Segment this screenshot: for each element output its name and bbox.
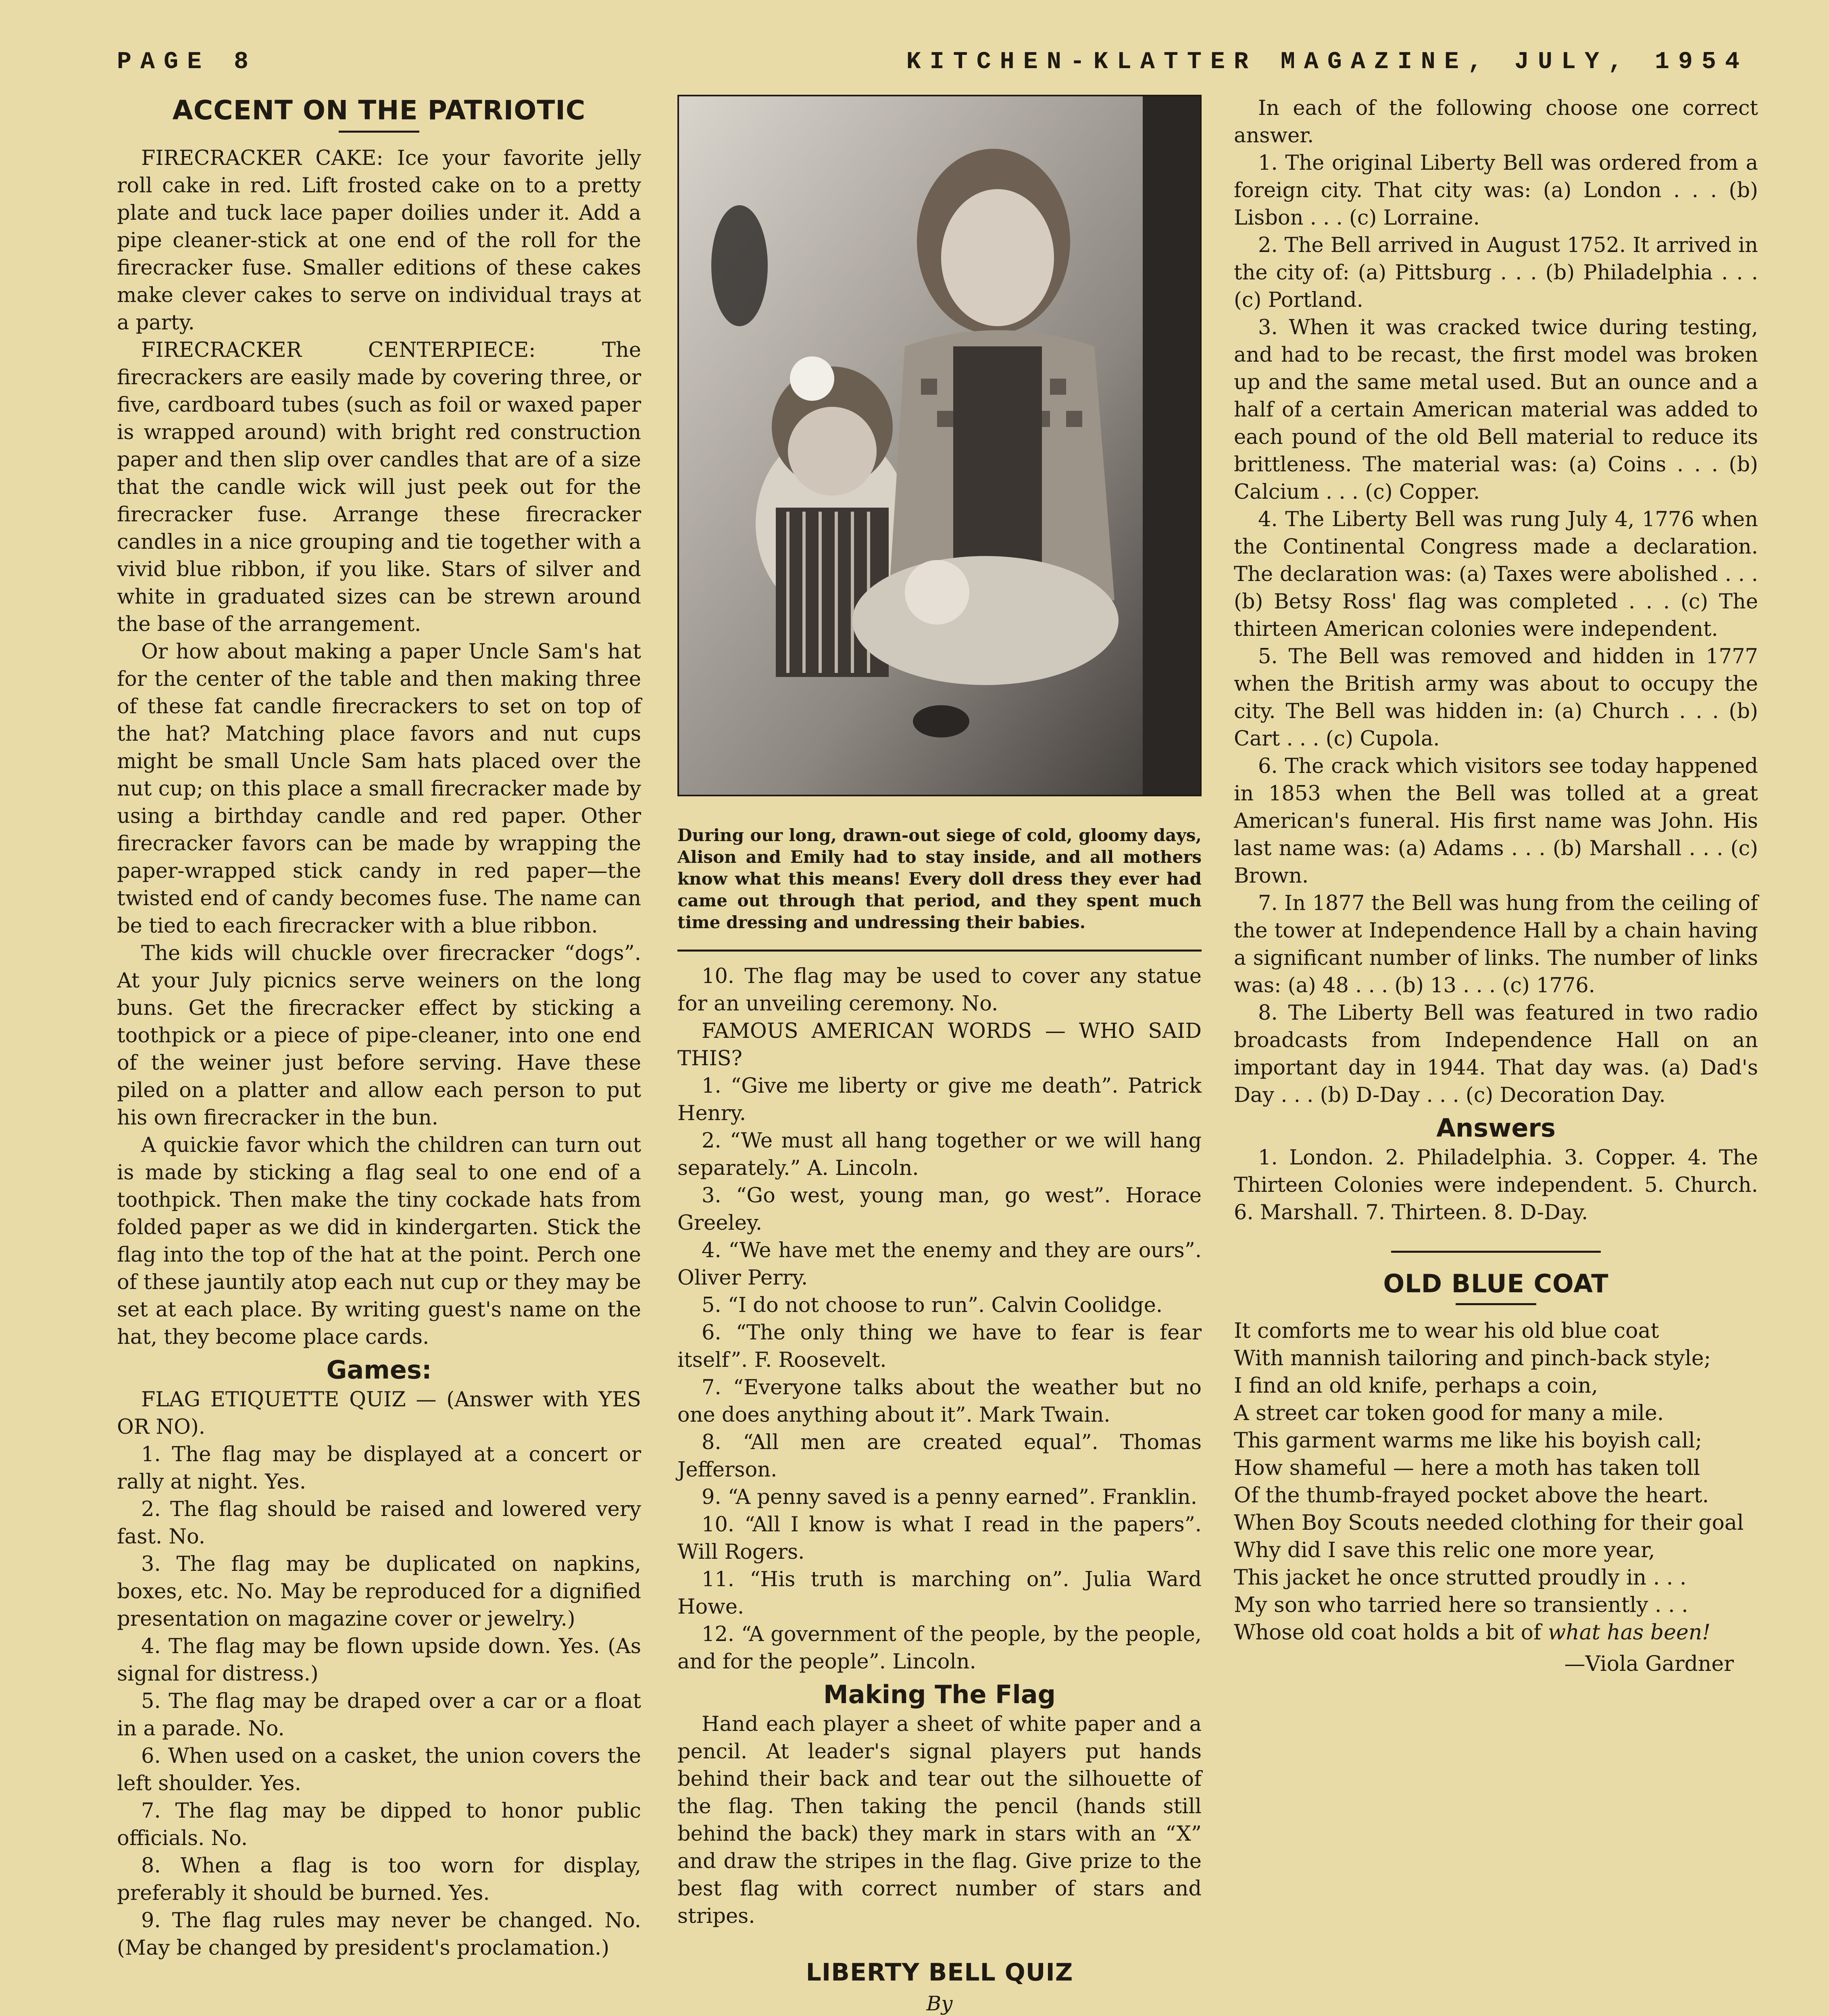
column-1 (117, 95, 641, 1962)
list-item: 4. “We have met the enemy and they are ours”. Oliver Perry. (677, 1239, 1202, 1290)
poem-line: Why did I save this relic one more year, (1234, 1538, 1655, 1562)
list-item: 5. “I do not choose to run”. Calvin Coolidge. (702, 1293, 1163, 1317)
poem-last-line-start: Whose old coat holds a bit of (1234, 1620, 1548, 1645)
list-item: 1. The flag may be displayed at a concert or rally at night. Yes. (117, 1443, 641, 1494)
list-item: 7. “Everyone talks about the weather but no one does anything about it”. Mark Twain. (677, 1376, 1202, 1427)
quiz-question: 2. The Bell arrived in August 1752. It arrived in the city of: (a) Pittsburg . . . (b) Philadelphia . . . (c) Portland. (1234, 233, 1758, 312)
answers-text: 1. London. 2. Philadelphia. 3. Copper. 4. The Thirteen Colonies were independent. 5. Church. 6. Marshall. 7. Thirteen. 8. D-Day. (1234, 1146, 1758, 1225)
list-item: 10. “All I know is what I read in the papers”. Will Rogers. (677, 1513, 1202, 1564)
paragraph: FIRECRACKER CAKE: Ice your favorite jelly roll cake in red. Lift frosted cake on to a pretty plate and tuck lace paper doilies under it. Add a pipe cleaner-stick at one end of the roll for the firecracker fuse. Smaller editions of these cakes make clever cakes to serve on individual trays at a party. (117, 146, 641, 335)
poem-author: —Viola Gardner (1564, 1652, 1734, 1676)
quiz-question: 7. In 1877 the Bell was hung from the ceiling of the tower at Independence Hall by a chain having a significant number of links. The number of links was: (a) 48 . . . (b) 13 . . . (c) 1776. (1234, 891, 1758, 998)
section-divider (677, 950, 1202, 952)
games-heading: Games: (326, 1355, 432, 1385)
quiz-question: 5. The Bell was removed and hidden in 1777 when the British army was about to occupy the city. The Bell was hidden in: (a) Church . . . (b) Cart . . . (c) Cupola. (1234, 645, 1758, 751)
photo-image (679, 96, 1200, 795)
paragraph: A quickie favor which the children can turn out is made by sticking a flag seal to one end of a toothpick. Then make the tiny cockade hats from folded paper as we did in kindergarten. Stick the flag into the top of the hat at the point. Perch one of these jauntily atop each nut cup or they may be set at each place. By writing guest's name on the hat, they become place cards. (117, 1133, 641, 1349)
column-3 (1234, 95, 1758, 1678)
list-item: 2. “We must all hang together or we will hang separately.” A. Lincoln. (677, 1129, 1202, 1180)
quiz-question: 1. The original Liberty Bell was ordered from a foreign city. That city was: (a) London . . . (b) Lisbon . . . (c) Lorraine. (1234, 151, 1758, 230)
poem-line: My son who tarried here so transiently . . . (1234, 1593, 1688, 1617)
poem-line-last (1234, 1619, 1758, 1646)
famous-words-intro: FAMOUS AMERICAN WORDS — WHO SAID THIS? (677, 1019, 1202, 1070)
magazine-title: KITCHEN-KLATTER MAGAZINE, JULY, 1954 (906, 48, 1748, 76)
answers-heading: Answers (1436, 1113, 1556, 1143)
paragraph: The kids will chuckle over firecracker “dogs”. At your July picnics serve weiners on the long buns. Get the firecracker effect by sticking a toothpick or a piece of pipe-cleaner, into one end of the weiner just before serving. Have these piled on a platter and allow each person to put his own firecracker in the bun. (117, 941, 641, 1130)
quiz-question: 3. When it was cracked twice during testing, and had to be recast, the first model was broken up and the same metal used. But an ounce and a half of a certain American material was added to each pound of the old Bell material to reduce its brittleness. The material was: (a) Coins . . . (b) Calcium . . . (c) Copper. (1234, 316, 1758, 504)
list-item: 3. The flag may be duplicated on napkins, boxes, etc. No. May be reproduced for a dignified presentation on magazine cover or jewelry.) (117, 1552, 641, 1631)
poem-last-line-italic: what has been! (1548, 1620, 1711, 1645)
poem-line: With mannish tailoring and pinch-back style; (1234, 1346, 1711, 1370)
list-item: 9. The flag rules may never be changed. No. (May be changed by president's proclamation.) (117, 1909, 641, 1960)
quiz-question: 8. The Liberty Bell was featured in two radio broadcasts from Independence Hall on an important day in 1944. That day was. (a) Dad's Day . . . (b) D-Day . . . (c) Decoration Day. (1234, 1001, 1758, 1107)
photo-caption: During our long, drawn-out siege of cold, gloomy days, Alison and Emily had to stay inside, and all mothers know what this means! Every doll dress they ever had came out through that period, and they spent much time dressing and undressing their babies. (677, 825, 1202, 932)
poem-line: A street car token good for many a mile. (1234, 1401, 1664, 1425)
list-item: 10. The flag may be used to cover any statue for an unveiling ceremony. No. (677, 964, 1202, 1016)
paragraph: FIRECRACKER CENTERPIECE: The firecrackers are easily made by covering three, or five, cardboard tubes (such as foil or waxed paper is wrapped around) with bright red construction paper and then slip over candles that are of a size that the candle wick will just peek out for the firecracker fuse. Arrange these firecracker candles in a nice grouping and tie together with a vivid blue ribbon, if you like. Stars of silver and white in graduated sizes can be strewn around the base of the arrangement. (117, 338, 641, 636)
list-item: 3. “Go west, young man, go west”. Horace Greeley. (677, 1184, 1202, 1235)
quiz-question: 4. The Liberty Bell was rung July 4, 1776 when the Continental Congress made a declaration. The declaration was: (a) Taxes were abolished . . . (b) Betsy Ross' flag was completed . . . (c) The thirteen American colonies were independent. (1234, 508, 1758, 641)
poem-line: How shameful — here a moth has taken toll (1234, 1456, 1700, 1480)
list-item: 9. “A penny saved is a penny earned”. Franklin. (702, 1485, 1197, 1509)
making-flag-heading: Making The Flag (823, 1680, 1056, 1709)
byline-by: By (926, 1992, 953, 2015)
games-intro: FLAG ETIQUETTE QUIZ — (Answer with YES OR NO). (117, 1388, 641, 1439)
liberty-quiz-title: LIBERTY BELL QUIZ (806, 1958, 1073, 1987)
making-flag-text: Hand each player a sheet of white paper and a pencil. At leader's signal players put hands behind their back and tear out the silhouette of the flag. Then taking the pencil (hands still behind the back) they mark in stars with an “X” and draw the stripes in the flag. Give prize to the best flag with correct number of stars and stripes. (677, 1712, 1202, 1928)
poem-line: When Boy Scouts needed clothing for their goal (1234, 1511, 1744, 1535)
quiz-intro: In each of the following choose one correct answer. (1234, 96, 1758, 148)
list-item: 5. The flag may be draped over a car or a float in a parade. No. (117, 1689, 641, 1741)
paragraph: Or how about making a paper Uncle Sam's hat for the center of the table and then making three of these fat candle firecrackers to set on top of the hat? Matching place favors and nut cups might be small Uncle Sam hats placed over the nut cup; on this place a small firecracker made by using a birthday candle and red paper. Other firecracker favors can be made by wrapping the paper-wrapped stick candy in red paper—the twisted end of candy becomes fuse. The name can be tied to each firecracker with a blue ribbon. (117, 640, 641, 938)
poem-line: Of the thumb-frayed pocket above the heart. (1234, 1483, 1709, 1508)
list-item: 12. “A government of the people, by the people, and for the people”. Lincoln. (677, 1622, 1202, 1674)
poem-line: I find an old knife, perhaps a coin, (1234, 1374, 1598, 1398)
poem (1234, 1317, 1758, 1678)
photo-girls-with-doll (677, 95, 1202, 796)
list-item: 4. The flag may be flown upside down. Yes. (As signal for distress.) (117, 1635, 641, 1686)
list-item: 11. “His truth is marching on”. Julia Ward Howe. (677, 1568, 1202, 1619)
list-item: 1. “Give me liberty or give me death”. Patrick Henry. (677, 1074, 1202, 1125)
quiz-question: 6. The crack which visitors see today happened in 1853 when the Bell was tolled at a great American's funeral. His first name was John. His last name was: (a) Adams . . . (b) Marshall . . . (c) Brown. (1234, 754, 1758, 888)
list-item: 8. “All men are created equal”. Thomas Jefferson. (677, 1431, 1202, 1482)
section-divider (1391, 1251, 1601, 1253)
title-rule (1456, 1303, 1536, 1305)
poem-line: It comforts me to wear his old blue coat (1234, 1319, 1659, 1343)
poem-line: This jacket he once strutted proudly in . . . (1234, 1566, 1687, 1590)
list-item: 8. When a flag is too worn for display, preferably it should be burned. Yes. (117, 1854, 641, 1905)
page-header (117, 48, 1748, 85)
poem-title: OLD BLUE COAT (1383, 1269, 1609, 1298)
list-item: 2. The flag should be raised and lowered very fast. No. (117, 1497, 641, 1549)
list-item: 6. “The only thing we have to fear is fear itself”. F. Roosevelt. (677, 1321, 1202, 1372)
poem-line: This garment warms me like his boyish call; (1234, 1429, 1702, 1453)
list-item: 7. The flag may be dipped to honor public officials. No. (117, 1799, 641, 1850)
page-number: PAGE 8 (117, 48, 258, 76)
list-item: 6. When used on a casket, the union covers the left shoulder. Yes. (117, 1744, 641, 1795)
patriotic-title: ACCENT ON THE PATRIOTIC (172, 95, 586, 126)
column-2 (677, 95, 1202, 2016)
title-rule (339, 131, 419, 133)
